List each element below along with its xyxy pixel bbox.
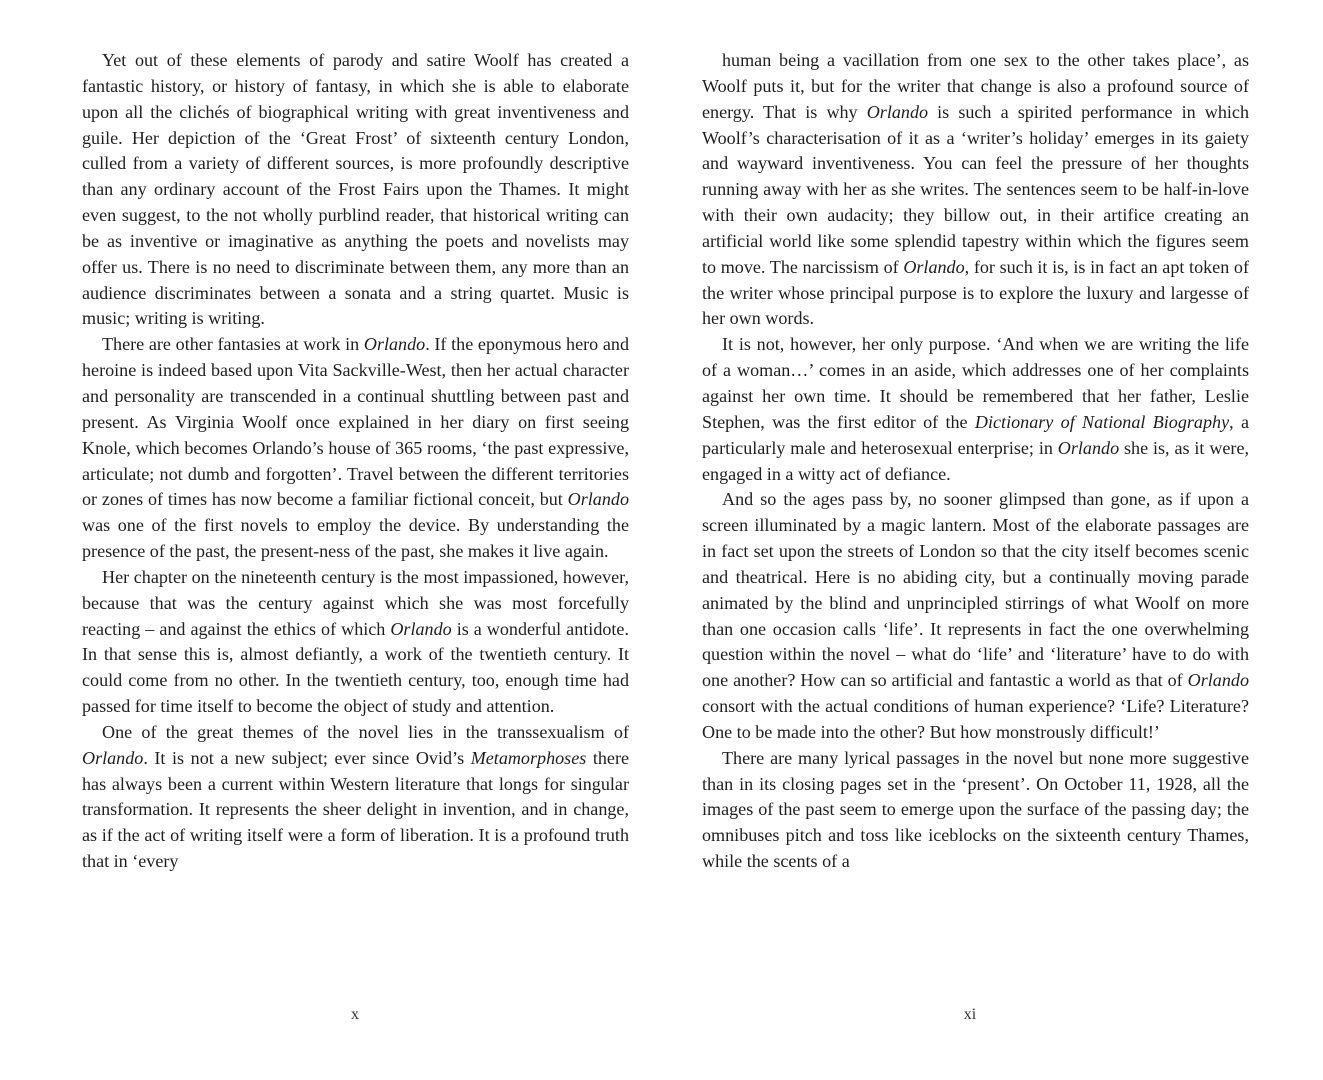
italic-title: Orlando	[567, 489, 629, 510]
italic-title: Orlando	[866, 101, 929, 122]
italic-title: Orlando	[1057, 437, 1120, 458]
paragraph: It is not, however, her only purpose. ‘And when we are writing the life of a woman…’ comes in an aside, which addresses one of her complaints against her own time. It should be remembered that her father, Leslie Stephen, was the first editor of the Dictionary of National Biography, a particularly male and heterosexual enterprise; in Orlando she is, as it were, engaged in a witty act of defiance.	[702, 334, 1250, 484]
paragraph: Her chapter on the nineteenth century is the most impassioned, however, because that was the century against which she was most forcefully reacting – and against the ethics of which Orlando is a wonderful antidote. In that sense this is, almost defiantly, a work of the twentieth century. It could come from no other. In the twentieth century, too, enough time had passed for time itself to become the object of study and attention.	[82, 566, 629, 717]
italic-title: Orlando	[363, 334, 426, 355]
right-page	[702, 48, 1249, 875]
paragraph: Yet out of these elements of parody and satire Woolf has created a fantastic history, or history of fantasy, in which she is able to elaborate upon all the clichés of biographical writing with great inventiveness and guile. Her depiction of the ‘Great Frost’ of sixteenth century London, culled from a variety of different sources, is more profoundly descriptive than any ordinary account of the Frost Fairs upon the Thames. It might even suggest, to the not wholly purblind reader, that historical writing can be as inventive or imaginative as anything the poets and novelists may offer us. There is no need to discriminate between them, any more than an audience discriminates between a sonata and a string quartet. Music is music; writing is writing.	[82, 50, 629, 329]
page-number-left: x	[351, 1006, 359, 1023]
italic-title: Orlando	[903, 256, 965, 277]
left-page	[82, 48, 629, 875]
italic-title: Orlando	[1187, 670, 1249, 691]
paragraph: One of the great themes of the novel lies in the transsexualism of Orlando. It is not a new subject; ever since Ovid’s Metamorphoses there has always been a current within Western literature that longs for singular transformation. It represents the sheer delight in invention, and in change, as if the act of writing itself were a form of liberation. It is a profound truth that in ‘every	[82, 721, 629, 872]
italic-title: Orlando	[82, 747, 144, 768]
italic-title: Metamorphoses	[470, 747, 587, 768]
paragraph: There are other fantasies at work in Orlando. If the eponymous hero and heroine is indeed based upon Vita Sackville-West, then her actual character and personality are transcended in a continual shuttling between past and present. As Virginia Woolf once explained in her diary on first seeing Knole, which becomes Orlando’s house of 365 rooms, ‘the past expressive, articulate; not dumb and forgotten’. Travel between the different territories or zones of times has now become a familiar fictional conceit, but Orlando was one of the first novels to employ the device. By understanding the presence of the past, the present-ness of the past, she makes it live again.	[82, 334, 630, 562]
italic-title: Orlando	[390, 618, 452, 639]
paragraph: And so the ages pass by, no sooner glimpsed than gone, as if upon a screen illuminated by a magic lantern. Most of the elaborate passages are in fact set upon the streets of London so that the city itself becomes scenic and theatrical. Here is no abiding city, but a continually moving parade animated by the blind and unprincipled stirrings of what Woolf on more than one occasion calls ‘life’. It represents in fact the one overwhelming question within the novel – what do ‘life’ and ‘literature’ have to do with one another? How can so artificial and fantastic a world as that of Orlando consort with the actual conditions of human experience? ‘Life? Literature? One to be made into the other? But how monstrously difficult!’	[702, 489, 1249, 742]
paragraph: There are many lyrical passages in the novel but none more suggestive than in its closing pages set in the ‘present’. On October 11, 1928, all the images of the past seem to emerge upon the surface of the passing day; the omnibuses pitch and toss like iceblocks on the sixteenth century Thames, while the scents of a	[702, 747, 1249, 872]
italic-title: Dictionary of National Biography	[974, 411, 1230, 432]
paragraph: human being a vacillation from one sex to the other takes place’, as Woolf puts it, but for the writer that change is also a profound source of energy. That is why Orlando is such a spirited performance in which Woolf’s characterisation of it as a ‘writer’s holiday’ emerges in its gaiety and wayward inventiveness. You can feel the pressure of her thoughts running away with her as she writes. The sentences seem to be half-in-love with their own audacity; they billow out, in their artifice creating an artificial world like some splendid tapestry within which the figures seem to move. The narcissism of Orlando, for such it is, is in fact an apt token of the writer whose principal purpose is to explore the luxury and largesse of her own words.	[702, 50, 1249, 329]
page-number-right: xi	[963, 1006, 977, 1023]
